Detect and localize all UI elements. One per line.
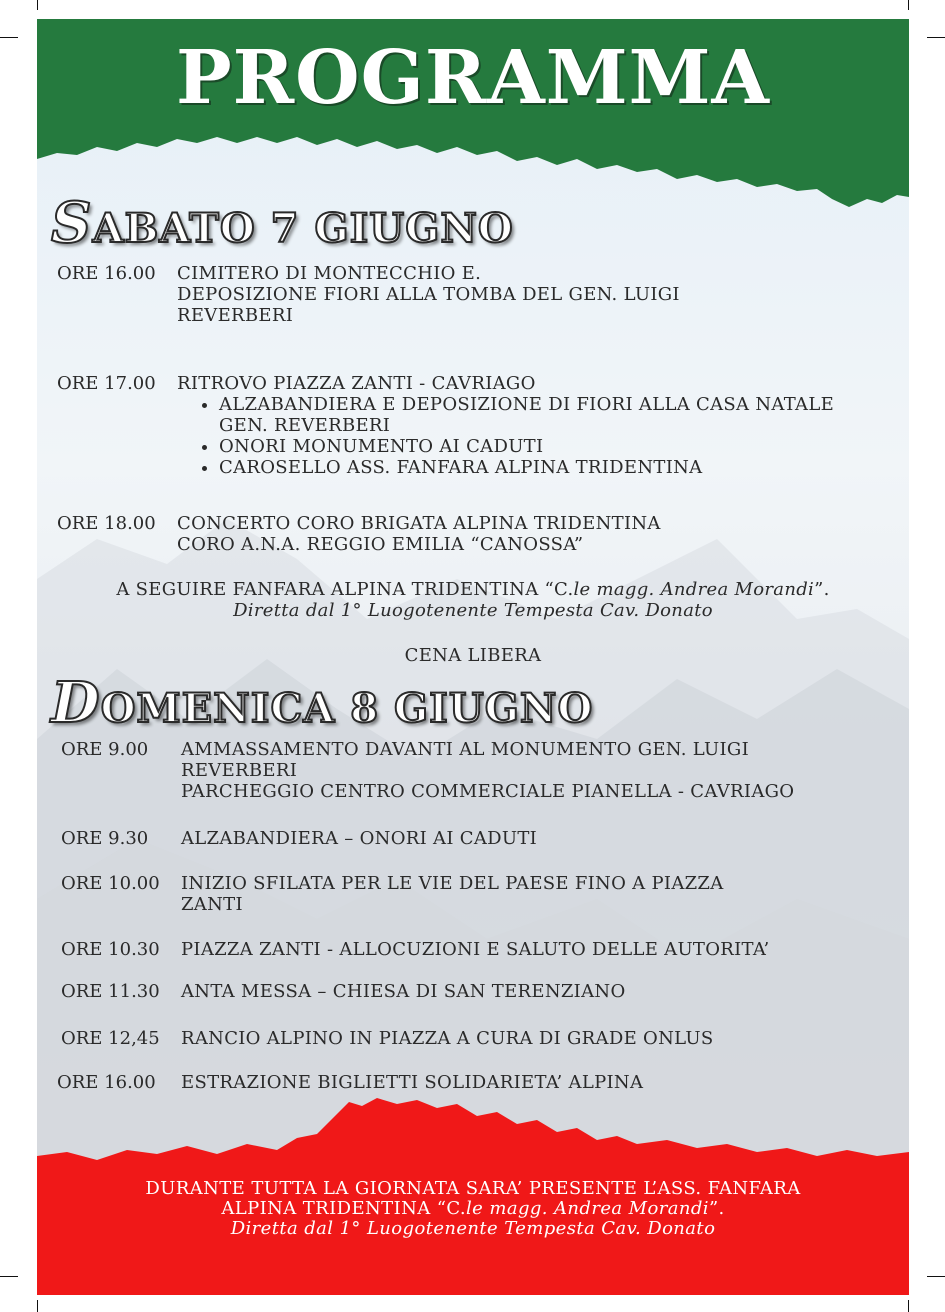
crop-mark	[908, 0, 909, 10]
footer-line-prefix: ALPINA TRIDENTINA “C.	[221, 1198, 467, 1219]
footer-note	[37, 1179, 909, 1239]
event-line: CORO A.N.A. REGGIO EMILIA “CANOSSA”	[177, 534, 584, 555]
conductor-note: Diretta dal 1° Luogotenente Tempesta Cav. Donato	[233, 600, 713, 621]
event-line: ESTRAZIONE BIGLIETTI SOLIDARIETA’ ALPINA	[181, 1072, 644, 1093]
event-line: RITROVO PIAZZA ZANTI - CAVRIAGO	[177, 373, 536, 394]
crop-mark	[908, 1300, 909, 1312]
list-item: • ALZABANDIERA E DEPOSIZIONE DI FIORI ALLA CASA NATALE GEN. REVERBERI	[219, 394, 857, 436]
page-title: PROGRAMMA	[176, 35, 770, 121]
sunday-heading	[51, 670, 594, 736]
event-time: ORE 17.00	[57, 373, 156, 394]
following-suffix: ”.	[814, 579, 830, 600]
crop-mark	[0, 37, 18, 38]
crop-mark	[37, 0, 38, 10]
footer-line-suffix: ”.	[708, 1198, 725, 1219]
crop-mark	[0, 1276, 18, 1277]
event-time: ORE 16.00	[57, 263, 156, 284]
event-time: ORE 10.30	[61, 939, 160, 960]
poster	[37, 19, 909, 1295]
event-time: ORE 9.30	[61, 828, 149, 849]
event-bullet-list	[177, 394, 857, 478]
event-time: ORE 16.00	[57, 1072, 156, 1093]
event-time: ORE 10.00	[61, 873, 160, 894]
event-time: ORE 12,45	[61, 1028, 160, 1049]
list-item: • CAROSELLO ASS. FANFARA ALPINA TRIDENTINA	[219, 457, 857, 478]
crop-mark	[37, 1300, 38, 1312]
event-line: PIAZZA ZANTI - ALLOCUZIONI E SALUTO DELLE AUTORITA’	[181, 939, 770, 960]
footer-line: DURANTE TUTTA LA GIORNATA SARA’ PRESENTE L’ASS. FANFARA	[145, 1178, 801, 1199]
event-line: REVERBERI	[181, 760, 298, 781]
event-line: DEPOSIZIONE FIORI ALLA TOMBA DEL GEN. LUIGI	[177, 284, 680, 305]
saturday-heading-rest: ABATO 7 GIUGNO	[92, 205, 514, 252]
crop-mark	[927, 37, 945, 38]
saturday-heading	[51, 190, 514, 256]
event-time: ORE 11.30	[61, 981, 160, 1002]
event-line: PARCHEGGIO CENTRO COMMERCIALE PIANELLA - CAVRIAGO	[181, 781, 795, 802]
footer-conductor: Diretta dal 1° Luogotenente Tempesta Cav. Donato	[230, 1218, 716, 1239]
sunday-heading-initial: D	[51, 670, 101, 736]
event-line: ZANTI	[181, 894, 243, 915]
crop-mark	[927, 1276, 945, 1277]
following-italic: le magg. Andrea Morandi	[573, 579, 815, 600]
sunday-heading-rest: OMENICA 8 GIUGNO	[100, 685, 594, 732]
event-line: CIMITERO DI MONTECCHIO E.	[177, 263, 482, 284]
dinner-note: CENA LIBERA	[404, 645, 542, 666]
event-line: ALZABANDIERA – ONORI AI CADUTI	[181, 828, 538, 849]
following-prefix: A SEGUIRE FANFARA ALPINA TRIDENTINA “C.	[116, 579, 574, 600]
footer-line-italic: le magg. Andrea Morandi	[466, 1198, 709, 1219]
list-item: • ONORI MONUMENTO AI CADUTI	[219, 436, 857, 457]
saturday-heading-initial: S	[51, 190, 93, 256]
event-line: AMMASSAMENTO DAVANTI AL MONUMENTO GEN. LUIGI	[181, 739, 749, 760]
event-line: RANCIO ALPINO IN PIAZZA A CURA DI GRADE ONLUS	[181, 1028, 714, 1049]
event-line: REVERBERI	[177, 305, 294, 326]
event-time: ORE 18.00	[57, 513, 156, 534]
event-line: CONCERTO CORO BRIGATA ALPINA TRIDENTINA	[177, 513, 661, 534]
following-note	[37, 579, 909, 621]
event-line: ANTA MESSA – CHIESA DI SAN TERENZIANO	[181, 981, 626, 1002]
event-time: ORE 9.00	[61, 739, 149, 760]
event-line: INIZIO SFILATA PER LE VIE DEL PAESE FINO A PIAZZA	[181, 873, 724, 894]
